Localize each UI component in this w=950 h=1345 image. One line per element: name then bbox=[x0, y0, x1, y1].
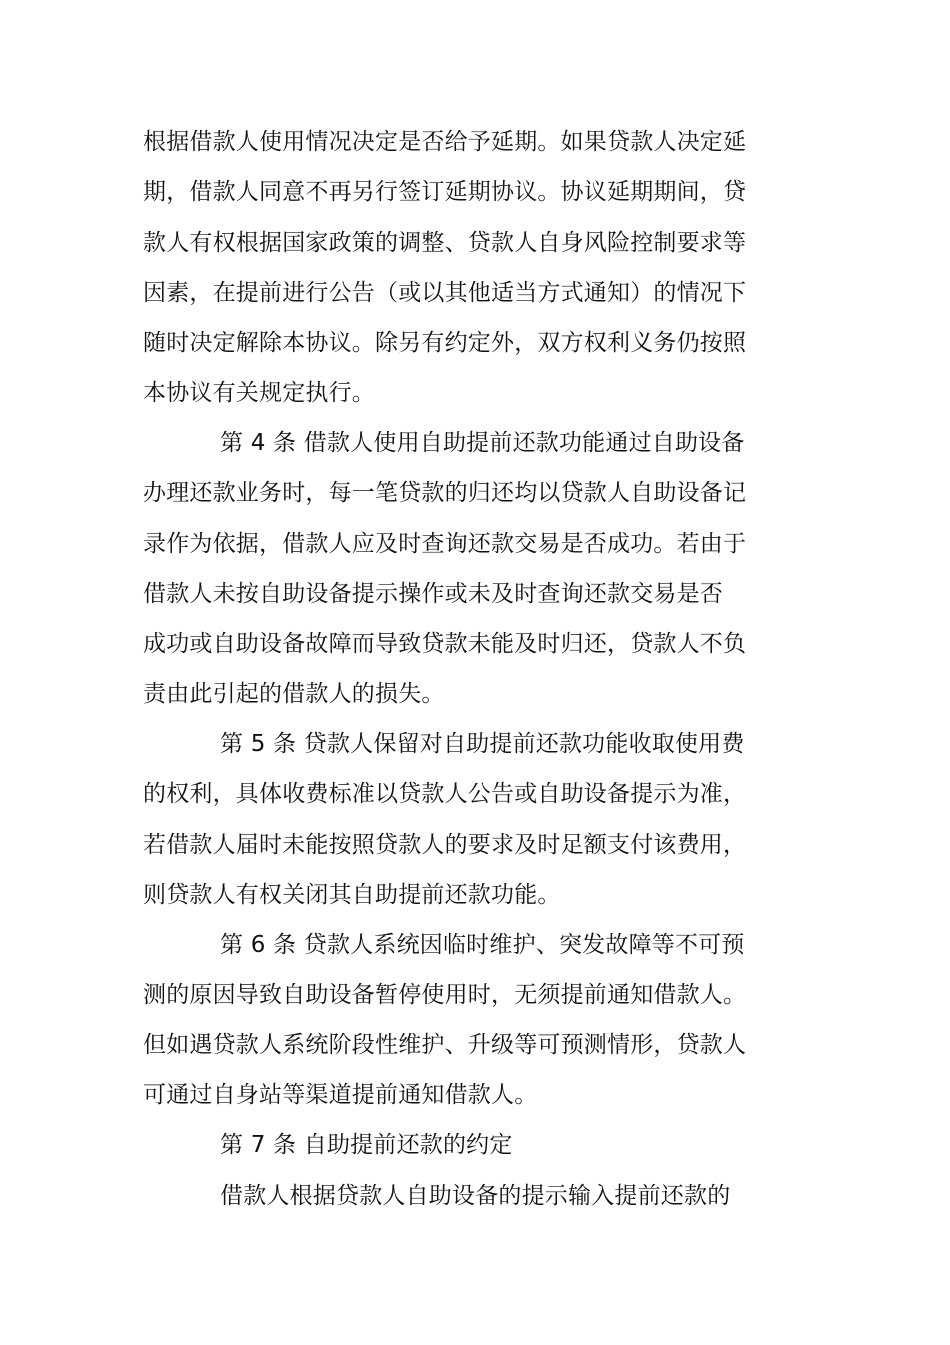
body-text-line: 但如遇贷款人系统阶段性维护、升级等可预测情形，贷款人 bbox=[143, 1032, 747, 1058]
body-text-line: 则贷款人有权关闭其自助提前还款功能。 bbox=[143, 882, 561, 908]
body-text-line: 办理还款业务时，每一笔贷款的归还均以贷款人自助设备记 bbox=[143, 480, 747, 506]
article-5-heading-line: 第 5 条 贷款人保留对自助提前还款功能收取使用费 bbox=[220, 731, 745, 757]
body-text-line: 成功或自助设备故障而导致贷款未能及时归还，贷款人不负 bbox=[143, 631, 747, 657]
body-text-line: 款人有权根据国家政策的调整、贷款人自身风险控制要求等 bbox=[143, 230, 747, 256]
body-text-line: 本协议有关规定执行。 bbox=[143, 380, 375, 406]
body-text-line: 的权利，具体收费标准以贷款人公告或自助设备提示为准， bbox=[143, 781, 747, 807]
body-text-line: 责由此引起的借款人的损失。 bbox=[143, 681, 445, 707]
body-text-line: 借款人根据贷款人自助设备的提示输入提前还款的 bbox=[220, 1183, 731, 1209]
article-6-heading-line: 第 6 条 贷款人系统因临时维护、突发故障等不可预 bbox=[220, 932, 745, 958]
body-text-line: 测的原因导致自助设备暂停使用时，无须提前通知借款人。 bbox=[143, 982, 747, 1008]
body-text-line: 若借款人届时未能按照贷款人的要求及时足额支付该费用， bbox=[143, 832, 747, 858]
article-7-heading-line: 第 7 条 自助提前还款的约定 bbox=[220, 1132, 513, 1158]
body-text-line: 可通过自身站等渠道提前通知借款人。 bbox=[143, 1082, 538, 1108]
body-text-line: 借款人未按自助设备提示操作或未及时查询还款交易是否 bbox=[143, 581, 723, 607]
body-text-line: 期，借款人同意不再另行签订延期协议。协议延期期间，贷 bbox=[143, 179, 747, 205]
body-text-line: 根据借款人使用情况决定是否给予延期。如果贷款人决定延 bbox=[143, 129, 747, 155]
body-text-line: 因素，在提前进行公告（或以其他适当方式通知）的情况下 bbox=[143, 280, 747, 306]
body-text-line: 录作为依据，借款人应及时查询还款交易是否成功。若由于 bbox=[143, 531, 747, 557]
body-text-line: 随时决定解除本协议。除另有约定外，双方权利义务仍按照 bbox=[143, 330, 747, 356]
article-4-heading-line: 第 4 条 借款人使用自助提前还款功能通过自助设备 bbox=[220, 430, 745, 456]
